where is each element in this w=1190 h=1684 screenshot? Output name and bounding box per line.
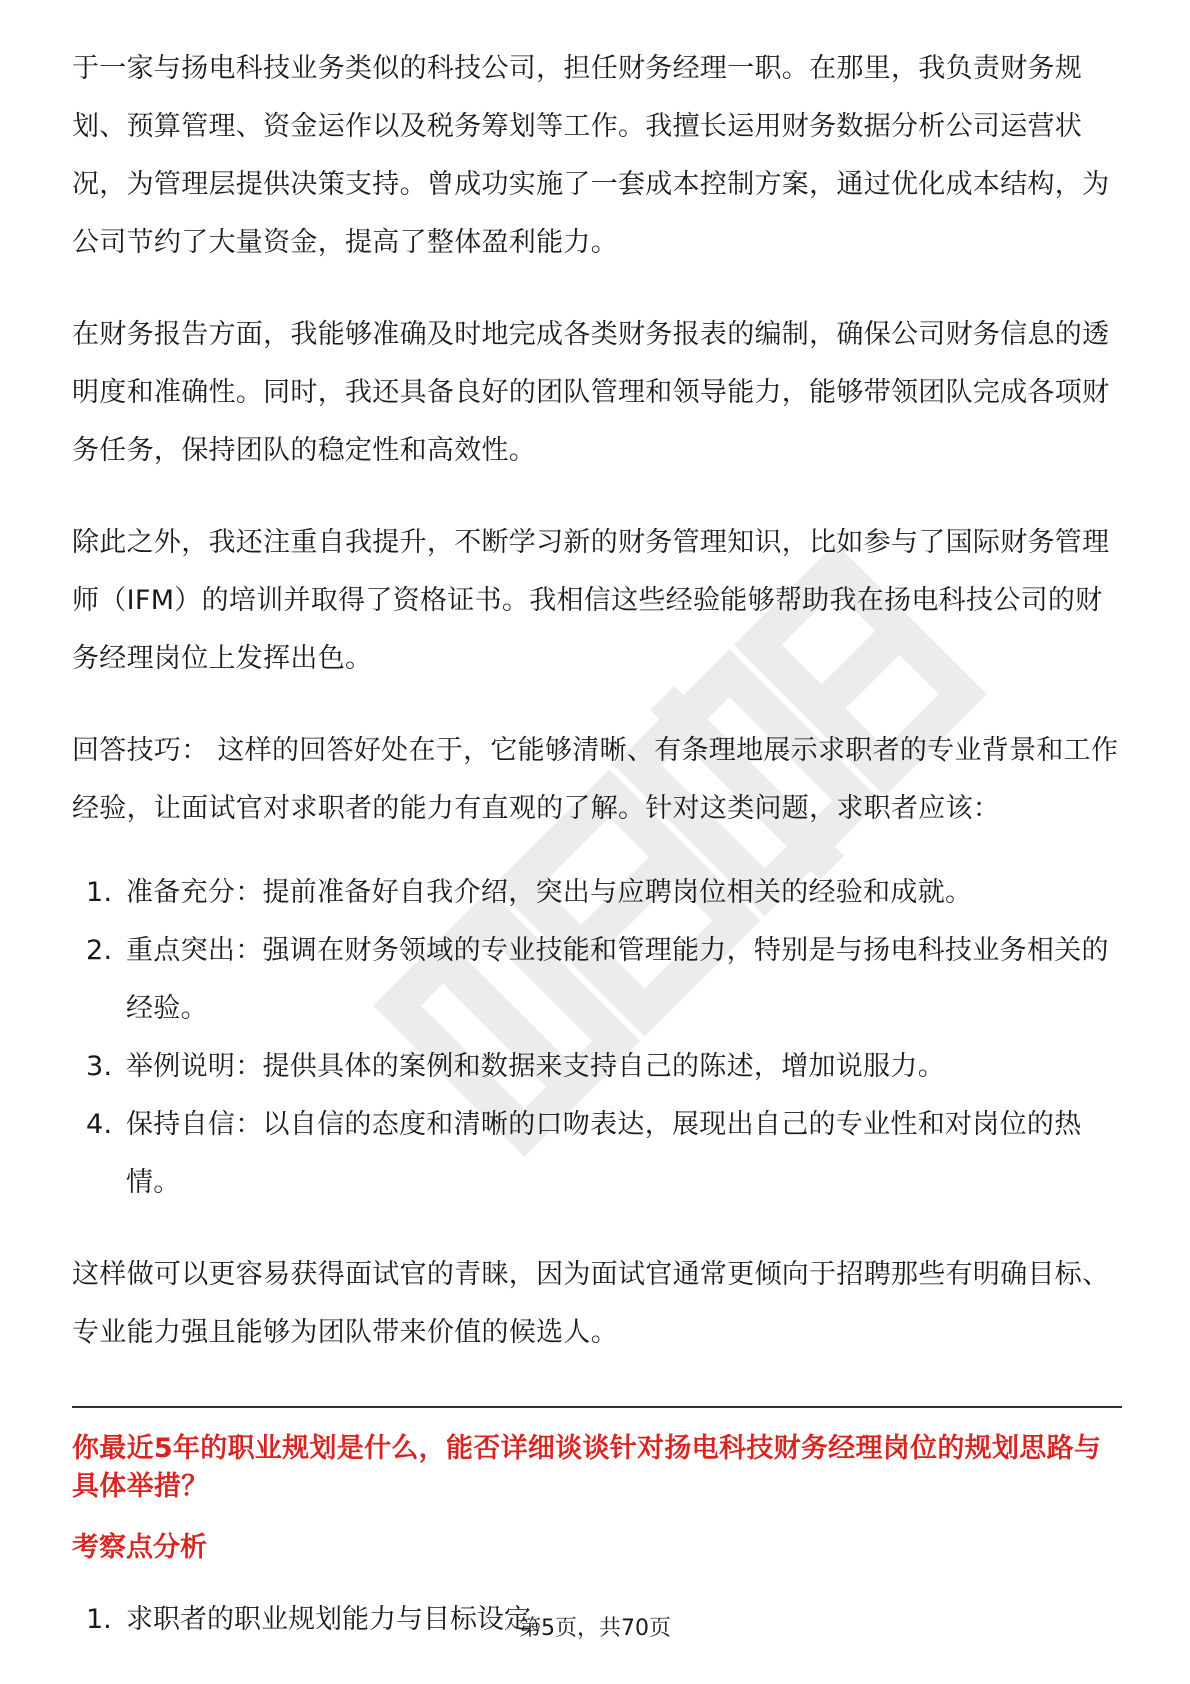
answer-tips-intro: 回答技巧： 这样的回答好处在于，它能够清晰、有条理地展示求职者的专业背景和工作经验，让面试官对求职者的能力有直观的了解。针对这类问题，求职者应该： xyxy=(72,735,1119,824)
list-item xyxy=(72,1096,1122,1212)
list-item xyxy=(72,922,1122,1038)
answer-paragraph-1: 于一家与扬电科技业务类似的科技公司，担任财务经理一职。在那里，我负责财务规划、预算管理、资金运作以及税务筹划等工作。我擅长运用财务数据分析公司运营状况，为管理层提供决策支持。曾成功实施了一套成本控制方案，通过优化成本结构，为公司节约了大量资金，提高了整体盈利能力。 xyxy=(72,53,1110,258)
list-item xyxy=(72,864,1122,922)
analysis-heading: 考察点分析 xyxy=(72,1532,207,1563)
section-divider xyxy=(72,1406,1122,1408)
answer-paragraph-3: 除此之外，我还注重自我提升，不断学习新的财务管理知识，比如参与了国际财务管理师（IFM）的培训并取得了资格证书。我相信这些经验能够帮助我在扬电科技公司的财务经理岗位上发挥出色。 xyxy=(72,527,1110,674)
list-item-text: 重点突出：强调在财务领域的专业技能和管理能力，特别是与扬电科技业务相关的经验。 xyxy=(126,935,1109,1024)
list-item-text: 举例说明：提供具体的案例和数据来支持自己的陈述，增加说服力。 xyxy=(126,1051,945,1082)
list-item-number: 1. xyxy=(86,877,113,908)
page-footer: 第5页，共70页 xyxy=(519,1616,671,1641)
list-item xyxy=(72,1038,1122,1096)
list-item-text: 准备充分：提前准备好自我介绍，突出与应聘岗位相关的经验和成就。 xyxy=(126,877,973,908)
question-title: 你最近5年的职业规划是什么，能否详细谈谈针对扬电科技财务经理岗位的规划思路与具体举措？ xyxy=(72,1433,1102,1502)
list-item-text: 求职者的职业规划能力与目标设定。 xyxy=(126,1604,558,1635)
list-item-number: 4. xyxy=(86,1109,113,1140)
list-item-number: 2. xyxy=(86,935,113,966)
list-item-text: 保持自信：以自信的态度和清晰的口吻表达，展现出自己的专业性和对岗位的热情。 xyxy=(126,1109,1082,1198)
answer-paragraph-2: 在财务报告方面，我能够准确及时地完成各类财务报表的编制，确保公司财务信息的透明度和准确性。同时，我还具备良好的团队管理和领导能力，能够带领团队完成各项财务任务，保持团队的稳定性和高效性。 xyxy=(72,319,1110,466)
tips-list xyxy=(72,864,1122,1212)
list-item-number: 1. xyxy=(86,1604,112,1635)
answer-conclusion: 这样做可以更容易获得面试官的青睐，因为面试官通常更倾向于招聘那些有明确目标、专业能力强且能够为团队带来价值的候选人。 xyxy=(72,1259,1110,1348)
document-page xyxy=(72,40,1122,1644)
list-item-number: 3. xyxy=(86,1051,113,1082)
